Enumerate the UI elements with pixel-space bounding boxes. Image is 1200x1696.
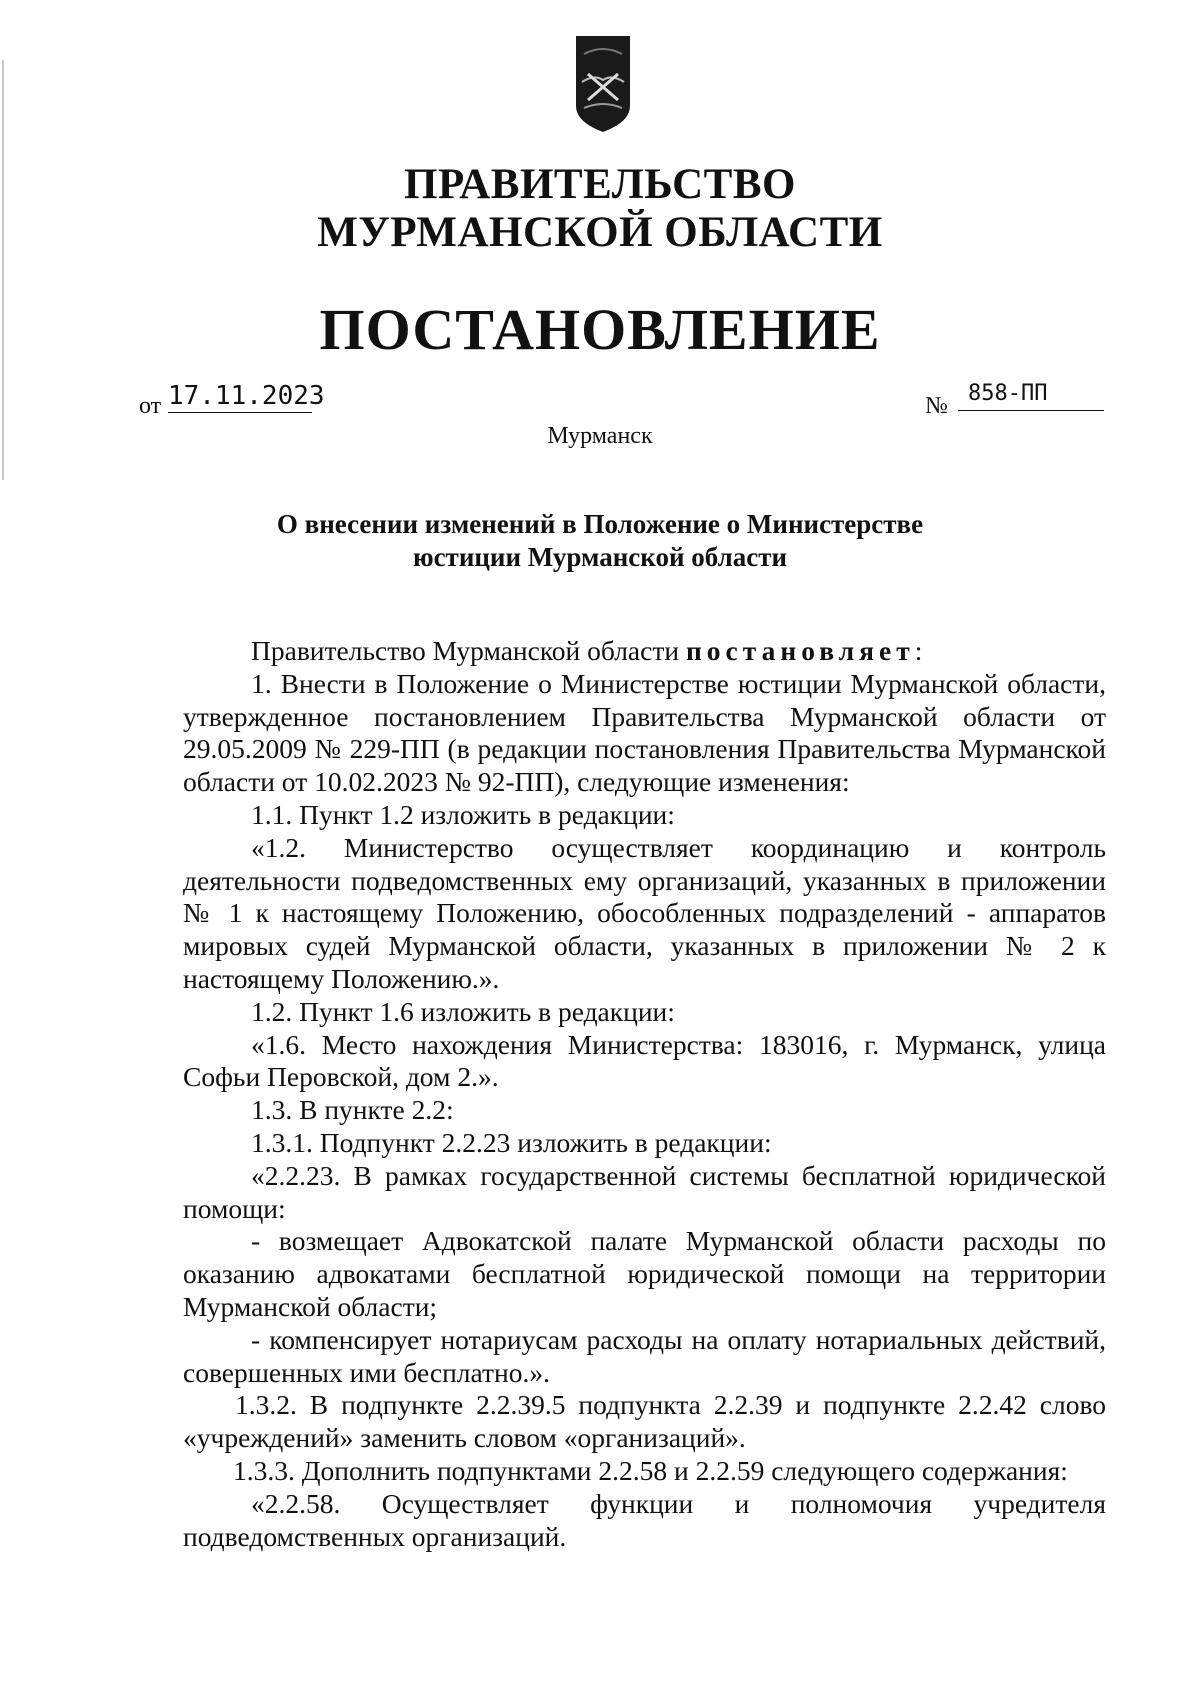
document-title-line2: юстиции Мурманской области (412, 542, 788, 572)
org-name-line2: МУРМАНСКОЙ ОБЛАСТИ (317, 209, 883, 256)
scan-edge-line (2, 60, 4, 480)
date-label: от (139, 393, 162, 419)
paragraph-1-3-2: 1.3.2. В подпункте 2.2.39.5 подпункта 2.2.39 и подпункте 2.2.42 слово «учреждений» заменить словом «организаций». (183, 1389, 1106, 1454)
document-number: 858-ПП (958, 378, 1104, 411)
intro-colon: : (914, 635, 923, 666)
document-type: ПОСТАНОВЛЕНИЕ (319, 297, 881, 362)
paragraph-1: 1. Внести в Положение о Министерстве юстиции Мурманской области, утвержденное постановлением Правительства Мурманской области от 29.05.2009 № 229-ПП (в редакции постановления Правительства Мурманской области от 10.02.2023 № 92-ПП), следующие изменения: (183, 667, 1106, 798)
paragraph-1-3-1-text: «2.2.23. В рамках государственной системы бесплатной юридической помощи: (183, 1159, 1106, 1224)
paragraph-1-3: 1.3. В пункте 2.2: (251, 1094, 454, 1126)
intro-text: Правительство Мурманской области (251, 635, 686, 666)
intro-resolves: постановляет (685, 635, 915, 666)
document-title-line1: О внесении изменений в Положение о Министерстве (276, 509, 924, 539)
paragraph-1-3-3: 1.3.3. Дополнить подпунктами 2.2.58 и 2.2.59 следующего содержания: (233, 1454, 1068, 1486)
paragraph-1-1: 1.1. Пункт 1.2 изложить в редакции: (251, 798, 675, 830)
intro-paragraph (183, 635, 1106, 668)
document-date: 17.11.2023 (168, 381, 325, 411)
paragraph-1-1-text: «1.2. Министерство осуществляет координацию и контроль деятельности подведомственных ему организаций, указанных в приложении № 1 к настоящему Положению, обособленных подразделений - аппаратов мировых судей Мурманской области, указанных в приложении № 2 к настоящему Положению.». (183, 831, 1106, 994)
coat-of-arms-icon (574, 34, 632, 134)
number-label: № (925, 393, 948, 419)
org-name-line1: ПРАВИТЕЛЬСТВО (404, 161, 796, 208)
document-body (183, 635, 1106, 1553)
paragraph-dash-2: - компенсирует нотариусам расходы на оплату нотариальных действий, совершенных ими бесплатно.». (183, 1323, 1106, 1388)
paragraph-1-3-1: 1.3.1. Подпункт 2.2.23 изложить в редакции: (251, 1126, 772, 1158)
paragraph-dash-1: - возмещает Адвокатской палате Мурманской области расходы по оказанию адвокатами бесплатной юридической помощи на территории Мурманской области; (183, 1225, 1106, 1322)
paragraph-1-2-text: «1.6. Место нахождения Министерства: 183016, г. Мурманск, улица Софьи Перовской, дом 2.». (183, 1028, 1106, 1093)
paragraph-2-2-58: «2.2.58. Осуществляет функции и полномочия учредителя подведомственных организаций. (183, 1487, 1106, 1552)
city: Мурманск (547, 423, 653, 449)
paragraph-1-2: 1.2. Пункт 1.6 изложить в редакции: (251, 995, 675, 1027)
